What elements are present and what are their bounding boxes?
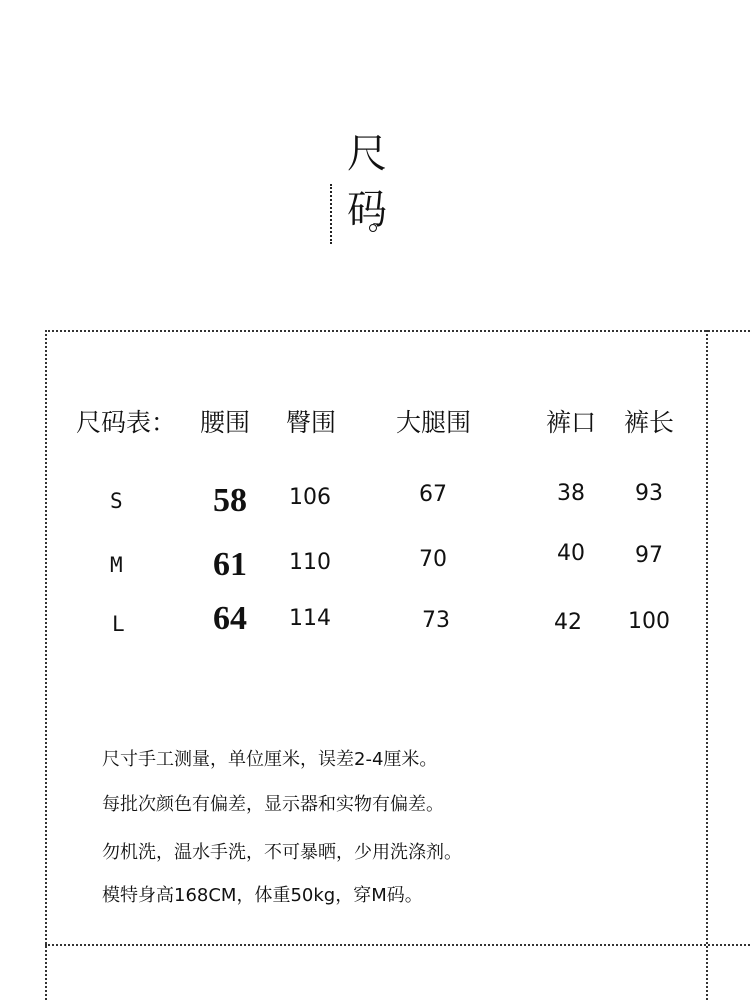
- waist-cell: 64: [213, 600, 247, 637]
- note-measurement: 尺寸手工测量，单位厘米，误差2-4厘米。: [102, 749, 438, 770]
- hip-cell: 106: [289, 485, 331, 510]
- hem-cell: 38: [557, 481, 585, 506]
- header-thigh: 大腿围: [396, 408, 472, 437]
- title-char-2: 码: [347, 187, 387, 233]
- thigh-cell: 70: [419, 547, 447, 572]
- header-waist: 腰围: [200, 408, 251, 437]
- frame-top-line: [45, 330, 750, 332]
- hip-cell: 110: [289, 550, 331, 575]
- length-cell: 93: [635, 481, 663, 506]
- title-divider: [330, 184, 332, 244]
- note-washing: 勿机洗，温水手洗，不可暴晒，少用洗涤剂。: [102, 842, 462, 863]
- waist-cell: 61: [213, 546, 247, 583]
- frame-left-line: [45, 330, 47, 1000]
- note-color: 每批次颜色有偏差，显示器和实物有偏差。: [102, 794, 444, 815]
- header-length: 裤长: [624, 408, 675, 437]
- frame-bottom-line: [45, 944, 750, 946]
- frame-right-line: [706, 330, 708, 1000]
- header-hem: 裤口: [546, 408, 597, 437]
- title-char-1: 尺: [347, 131, 387, 177]
- thigh-cell: 73: [422, 608, 450, 633]
- size-cell: S: [110, 489, 123, 513]
- title-dot: [369, 224, 377, 232]
- note-model: 模特身高168CM，体重50kg，穿M码。: [102, 885, 423, 906]
- thigh-cell: 67: [419, 482, 447, 507]
- hip-cell: 114: [289, 606, 331, 631]
- length-cell: 100: [628, 609, 670, 634]
- hem-cell: 42: [554, 610, 582, 635]
- hem-cell: 40: [557, 541, 585, 566]
- waist-cell: 58: [213, 482, 247, 519]
- size-cell: M: [110, 553, 123, 577]
- header-hip: 臀围: [286, 408, 337, 437]
- size-cell: L: [112, 612, 125, 636]
- length-cell: 97: [635, 543, 663, 568]
- size-table-label: 尺码表：: [76, 408, 177, 437]
